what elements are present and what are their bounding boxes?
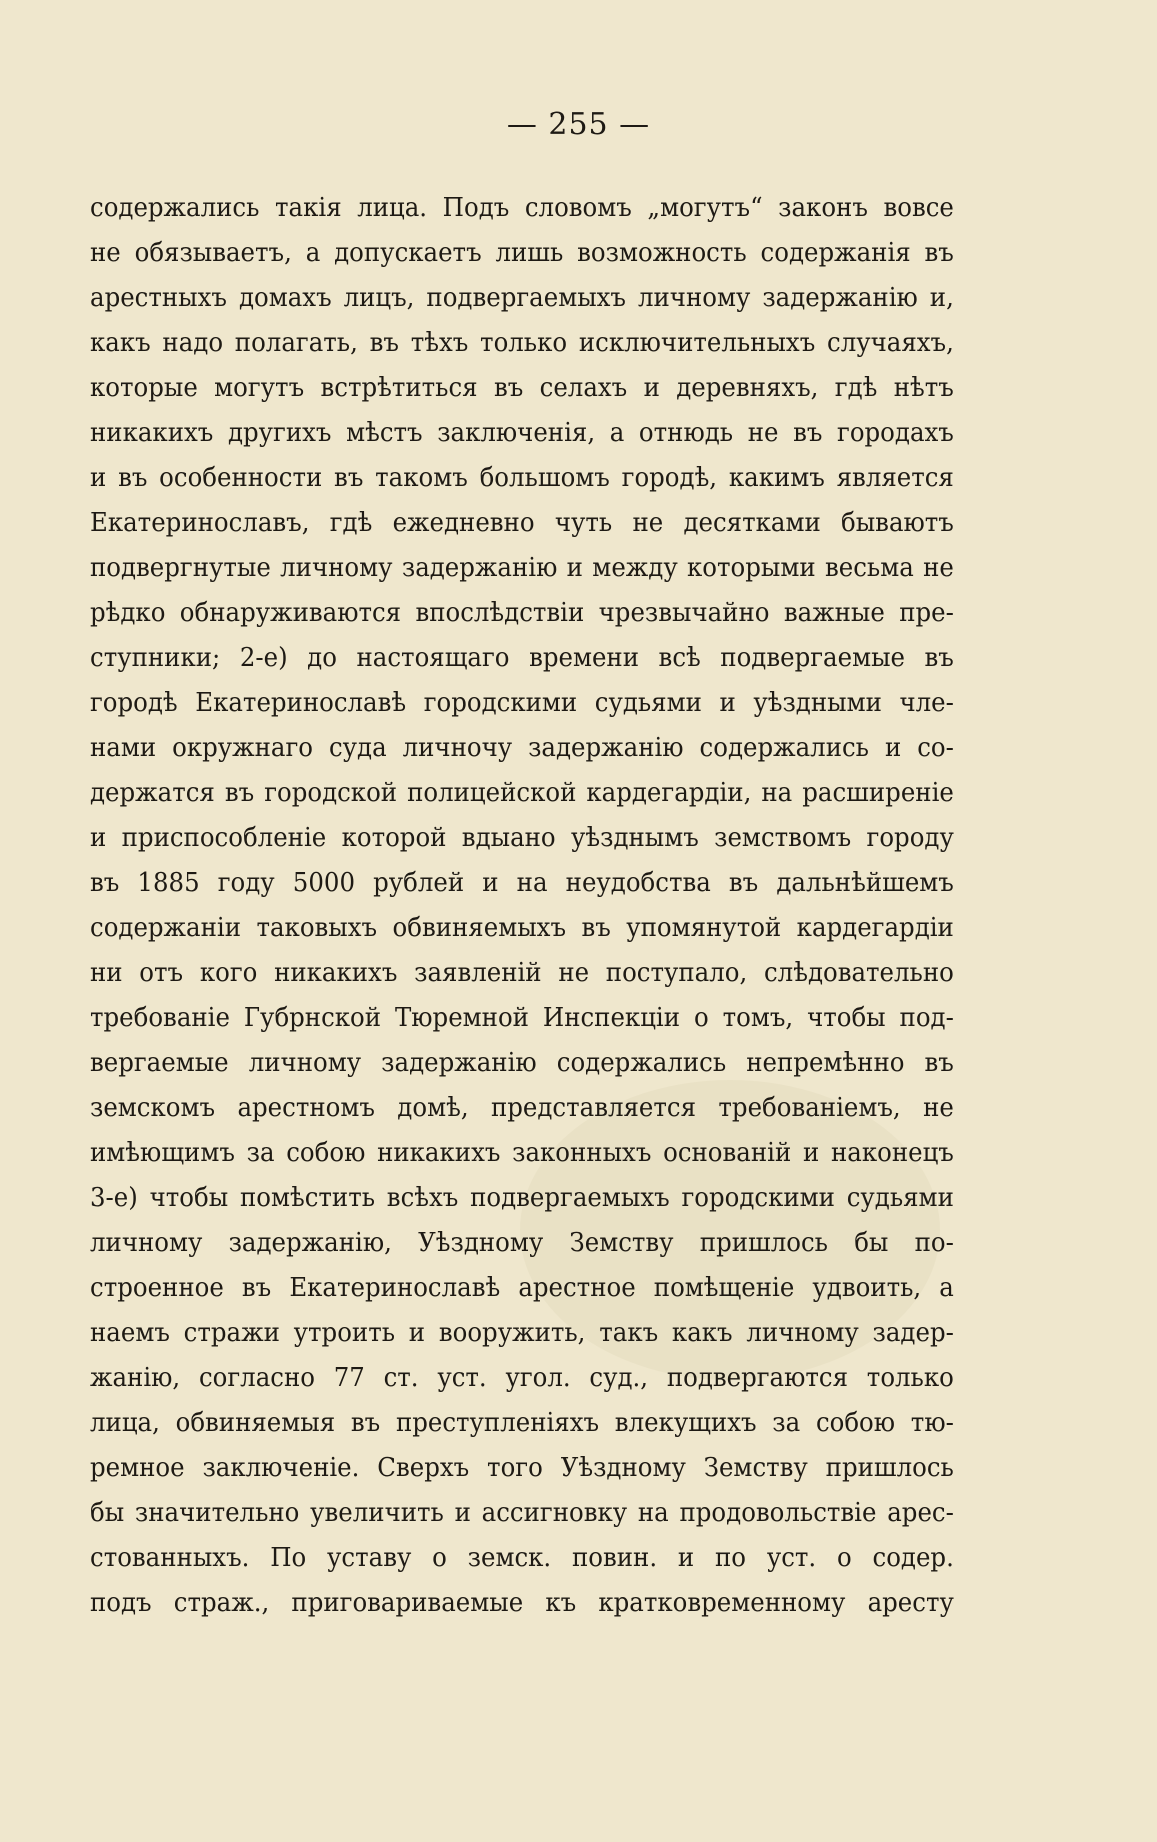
text-line: вергаемые личному задержанію содержались непремѣнно въ [90, 1048, 954, 1078]
text-line: и приспособленіе которой вдыано уѣзднымъ земствомъ городу [90, 823, 954, 853]
text-line: жанію, согласно 77 ст. уст. угол. суд., подвергаются только [90, 1363, 954, 1393]
text-line: ремное заключеніе. Сверхъ того Уѣздному Земству пришлось [90, 1453, 954, 1483]
page-number: — 255 — [506, 107, 651, 142]
text-line: 3-е) чтобы помѣстить всѣхъ подвергаемыхъ городскими судьями [90, 1183, 954, 1213]
text-line: городѣ Екатеринославѣ городскими судьями и уѣздными чле- [90, 688, 954, 718]
text-line: арестныхъ домахъ лицъ, подвергаемыхъ личному задержанію и, [90, 283, 954, 313]
body-text [90, 186, 954, 1626]
text-line: ни отъ кого никакихъ заявленій не поступало, слѣдовательно [90, 958, 954, 988]
text-line: бы значительно увеличить и ассигновку на продовольствіе арес- [90, 1498, 954, 1528]
text-line: Екатеринославъ, гдѣ ежедневно чуть не десятками бываютъ [90, 508, 954, 538]
text-line: какъ надо полагать, въ тѣхъ только исключительныхъ случаяхъ, [90, 328, 954, 358]
text-line: земскомъ арестномъ домѣ, представляется требованіемъ, не [90, 1093, 954, 1123]
text-line: ступники; 2-е) до настоящаго времени всѣ подвергаемые въ [90, 643, 954, 673]
text-line: держатся въ городской полицейской кардегардіи, на расширеніе [90, 778, 954, 808]
text-line: которые могутъ встрѣтиться въ селахъ и деревняхъ, гдѣ нѣтъ [90, 373, 954, 403]
text-line: въ 1885 году 5000 рублей и на неудобства въ дальнѣйшемъ [90, 868, 954, 898]
text-line: содержаніи таковыхъ обвиняемыхъ въ упомянутой кардегардіи [90, 913, 954, 943]
text-line: наемъ стражи утроить и вооружить, такъ какъ личному задер- [90, 1318, 954, 1348]
text-line: никакихъ другихъ мѣстъ заключенія, а отнюдь не въ городахъ [90, 418, 954, 448]
text-line: имѣющимъ за собою никакихъ законныхъ основаній и наконецъ [90, 1138, 954, 1168]
text-line: лица, обвиняемыя въ преступленіяхъ влекущихъ за собою тю- [90, 1408, 954, 1438]
text-line: строенное въ Екатеринославѣ арестное помѣщеніе удвоить, а [90, 1273, 954, 1303]
text-line: стованныхъ. По уставу о земск. повин. и по уст. о содер. [90, 1543, 954, 1573]
text-line: содержались такія лица. Подъ словомъ „могутъ“ законъ вовсе [90, 193, 954, 223]
text-line: подвергнутые личному задержанію и между которыми весьма не [90, 553, 954, 583]
text-line: требованіе Губрнской Тюремной Инспекціи о томъ, чтобы под- [90, 1003, 954, 1033]
text-line: рѣдко обнаруживаются впослѣдствіи чрезвычайно важные пре- [90, 598, 954, 628]
text-line: и въ особенности въ такомъ большомъ городѣ, какимъ является [90, 463, 954, 493]
text-line: подъ страж., приговариваемые къ кратковременному аресту [90, 1588, 954, 1618]
text-line: нами окружнаго суда личночу задержанію содержались и со- [90, 733, 954, 763]
text-line: не обязываетъ, а допускаетъ лишь возможность содержанія въ [90, 238, 954, 268]
text-line: личному задержанію, Уѣздному Земству пришлось бы по- [90, 1228, 954, 1258]
